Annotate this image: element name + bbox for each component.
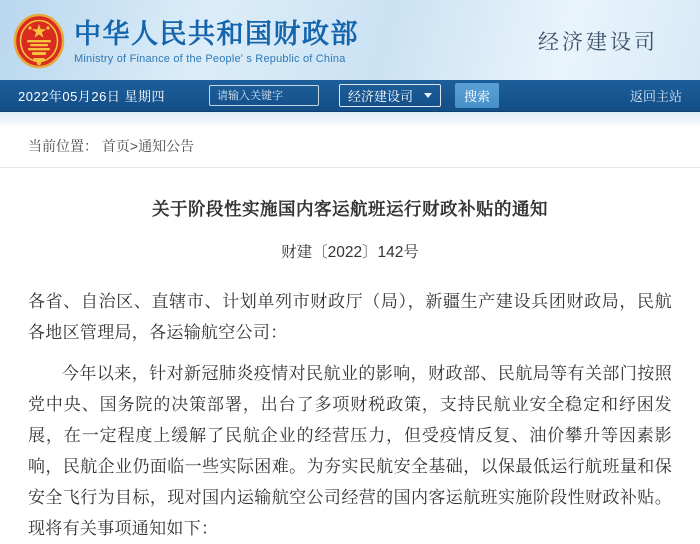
department-title: 经济建设司 [538, 31, 658, 54]
notice-document [0, 168, 700, 544]
current-date: 2022年05月26日 星期四 [18, 89, 165, 104]
search-input[interactable] [209, 85, 319, 106]
document-number: 财建〔2022〕142号 [281, 244, 419, 261]
breadcrumb [0, 127, 700, 168]
toolbar [0, 80, 700, 112]
breadcrumb-section-link[interactable]: 通知公告 [138, 138, 195, 154]
breadcrumb-label: 当前位置： [28, 138, 98, 154]
search-scope-value: 经济建设司 [347, 89, 413, 104]
breadcrumb-home-link[interactable]: 首页 [101, 138, 130, 154]
national-emblem-icon [12, 12, 66, 72]
breadcrumb-separator: > [129, 138, 139, 154]
site-subtitle: Ministry of Finance of the People' s Republic of China [74, 52, 346, 65]
search-scope-select[interactable] [339, 84, 441, 107]
site-title: 中华人民共和国财政部 [74, 18, 359, 49]
site-header [0, 0, 700, 80]
document-body [28, 286, 672, 544]
brand-block [74, 18, 359, 65]
document-paragraph: 各省、自治区、直辖市、计划单列市财政厅（局），新疆生产建设兵团财政局，民航各地区管理局，各运输航空公司： [28, 292, 672, 342]
search-button[interactable]: 搜索 [455, 83, 499, 108]
header-bottom-strip [0, 112, 700, 127]
chevron-down-icon [424, 93, 432, 98]
document-title: 关于阶段性实施国内客运航班运行财政补贴的通知 [152, 199, 548, 219]
document-paragraph: 今年以来，针对新冠肺炎疫情对民航业的影响，财政部、民航局等有关部门按照党中央、国务院的决策部署，出台了多项财税政策，支持民航业安全稳定和纾困发展，在一定程度上缓解了民航企业的经营压力，但受疫情反复、油价攀升等因素影响，民航企业仍面临一些实际困难。为夯实民航安全基础，以保最低运行航班量和保安全飞行为目标，现对国内运输航空公司经营的国内客运航班实施阶段性财政补贴。现将有关事项通知如下： [28, 364, 672, 538]
back-to-main-site-link[interactable]: 返回主站 [629, 89, 682, 104]
